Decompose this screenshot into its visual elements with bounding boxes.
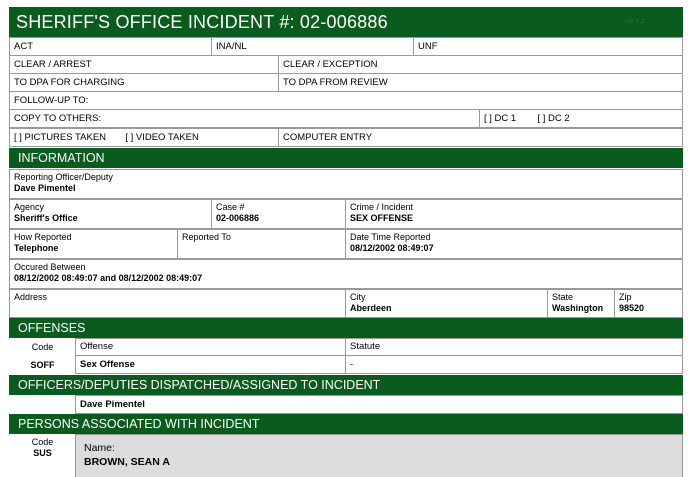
person-code-header: Code <box>31 437 54 447</box>
agency-label: Agency <box>14 202 45 212</box>
case-cell <box>211 199 346 229</box>
crime-label: Crime / Incident <box>350 202 414 212</box>
video-checkbox: [ ] VIDEO TAKEN <box>125 132 199 143</box>
address-label: Address <box>14 292 48 302</box>
offenses-offense-header: Offense <box>75 338 346 356</box>
how-reported-cell <box>9 229 178 259</box>
reporting-officer-value: Dave Pimentel <box>14 183 76 193</box>
report-title-bar <box>9 7 683 37</box>
status-to-dpa-review: TO DPA FROM REVIEW <box>278 73 683 92</box>
dc1-checkbox: [ ] DC 1 <box>484 113 517 124</box>
person-name-label: Name: <box>84 442 115 454</box>
offense-code: SOFF <box>30 360 55 370</box>
information-section-header: INFORMATION <box>9 148 683 168</box>
agency-cell <box>9 199 212 229</box>
status-ina-nl: INA/NL <box>211 37 414 56</box>
state-cell <box>547 289 615 318</box>
reported-to-label: Reported To <box>182 232 231 242</box>
crime-value: SEX OFFENSE <box>350 213 414 223</box>
status-dc-row <box>479 109 683 128</box>
status-copy-to: COPY TO OTHERS: <box>9 109 480 128</box>
city-label: City <box>350 292 366 302</box>
status-clear-exception: CLEAR / EXCEPTION <box>278 55 683 74</box>
offenses-statute-header: Statute <box>345 338 683 356</box>
offenses-code-header: Code <box>31 342 54 352</box>
person-name-value: BROWN, SEAN A <box>84 456 170 468</box>
dc2-checkbox: [ ] DC 2 <box>537 113 570 124</box>
status-media-row <box>9 128 279 147</box>
pictures-checkbox: [ ] PICTURES TAKEN <box>14 132 107 143</box>
offense-name: Sex Offense <box>75 355 346 374</box>
date-time-cell <box>345 229 683 259</box>
offenses-section-header: OFFENSES <box>9 318 683 338</box>
officers-section-header: OFFICERS/DEPUTIES DISPATCHED/ASSIGNED TO INCIDENT <box>9 375 683 395</box>
agency-value: Sheriff's Office <box>14 213 78 223</box>
zip-label: Zip <box>619 292 632 302</box>
status-clear-arrest: CLEAR / ARREST <box>9 55 279 74</box>
state-label: State <box>552 292 574 302</box>
version-tag: ver 1.2 <box>625 19 645 25</box>
date-time-value: 08/12/2002 08:49:07 <box>350 243 434 253</box>
city-value: Aberdeen <box>350 303 392 313</box>
zip-cell <box>614 289 683 318</box>
status-unf: UNF <box>413 37 683 56</box>
occurred-value: 08/12/2002 08:49:07 and 08/12/2002 08:49:07 <box>14 273 203 283</box>
status-to-dpa-charging: TO DPA FOR CHARGING <box>9 73 279 92</box>
date-time-label: Date Time Reported <box>350 232 431 242</box>
reporting-officer-label: Reporting Officer/Deputy <box>14 172 113 182</box>
how-reported-label: How Reported <box>14 232 72 242</box>
state-value: Washington <box>552 303 604 313</box>
reported-to-cell <box>177 229 346 259</box>
how-reported-value: Telephone <box>14 243 59 253</box>
persons-section-header: PERSONS ASSOCIATED WITH INCIDENT <box>9 414 683 434</box>
person-code-value: SUS <box>33 448 52 458</box>
address-cell <box>9 289 346 318</box>
reporting-officer-cell <box>9 169 683 199</box>
zip-value: 98520 <box>619 303 645 313</box>
case-label: Case # <box>216 202 245 212</box>
crime-cell <box>345 199 683 229</box>
offense-statute: - <box>345 355 683 374</box>
status-computer-entry: COMPUTER ENTRY <box>278 128 683 147</box>
occurred-cell <box>9 259 683 289</box>
officer-name: Dave Pimentel <box>75 395 683 414</box>
city-cell <box>345 289 548 318</box>
occurred-label: Occured Between <box>14 262 86 272</box>
person-code-cell <box>9 437 76 461</box>
person-name-cell <box>75 434 683 477</box>
report-title: SHERIFF'S OFFICE INCIDENT #: 02-006886 <box>16 12 388 32</box>
status-follow-up: FOLLOW-UP TO: <box>9 91 683 110</box>
status-act: ACT <box>9 37 212 56</box>
case-value: 02-006886 <box>216 213 260 223</box>
